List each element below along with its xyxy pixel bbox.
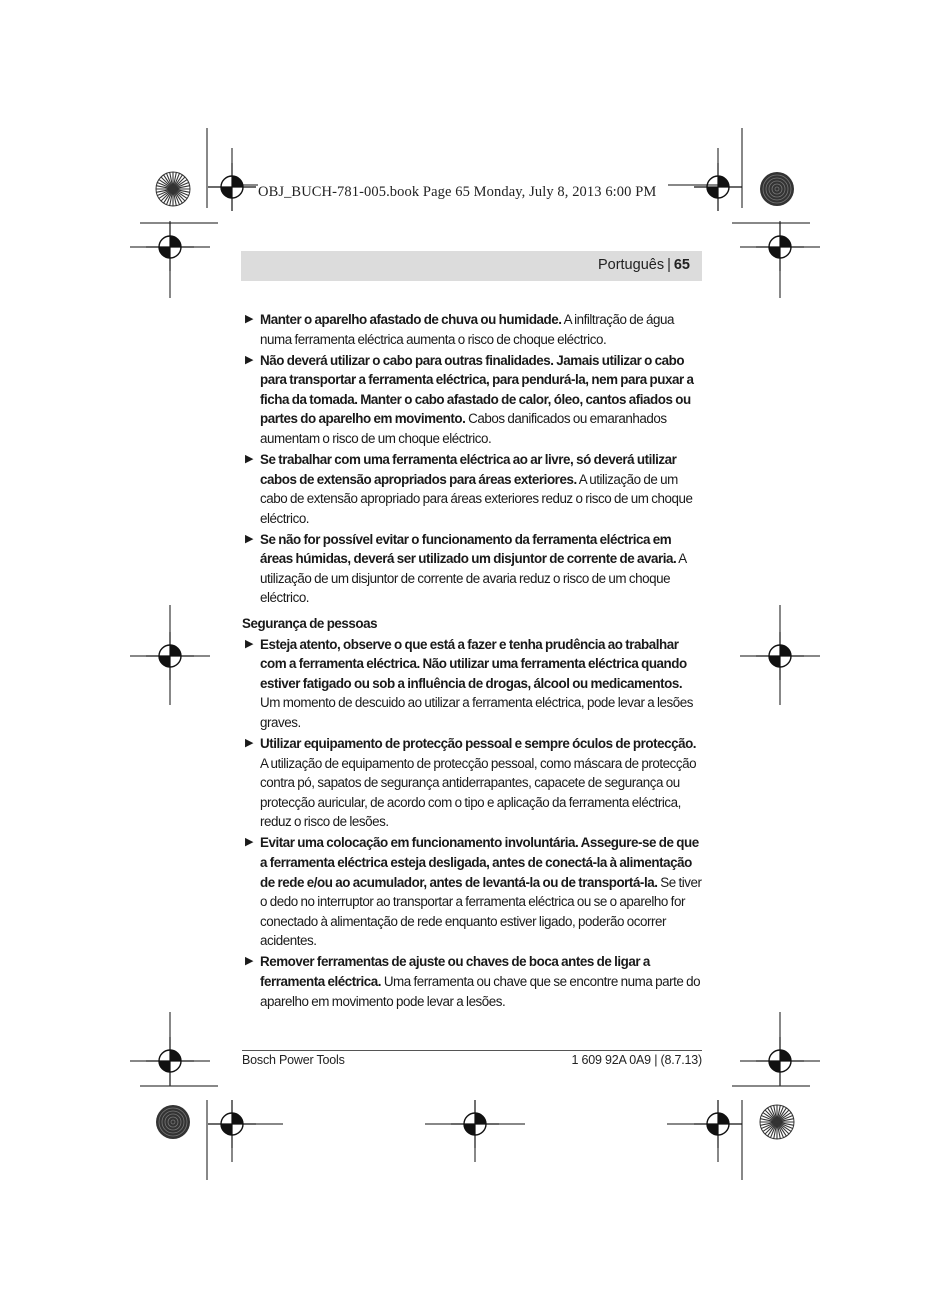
item-bold: Esteja atento, observe o que está a fazer e tenha prudência ao trabalhar com a ferramenta eléctrica. Não utilizar uma ferramenta eléctrica quando estiver fatigado ou sob a influência de drogas, álcool ou medicamentos. [260,636,687,691]
item-text: Se tiver o dedo no interruptor ao transportar a ferramenta eléctrica ou se o aparelho for conectado à alimentação de rede enquanto estiver ligado, poderão ocorrer acidentes. [260,874,702,949]
section-heading: Segurança de pessoas [242,616,378,632]
safety-item [242,450,702,528]
bullet-icon: ▶ [245,353,254,366]
item-bold: Se trabalhar com uma ferramenta eléctrica ao ar livre, só deverá utilizar cabos de extensão apropriados para áreas exteriores. [260,451,677,487]
bullet-icon: ▶ [245,532,254,545]
item-bold: Se não for possível evitar o funcionamento da ferramenta eléctrica em áreas húmidas, deverá ser utilizado um disjuntor de corrente de avaria. [260,531,677,567]
page-number: 65 [673,257,690,273]
page-header [241,251,702,281]
header-separator: | [667,257,671,273]
safety-item [242,310,702,349]
item-bold: Remover ferramentas de ajuste ou chaves de boca antes de ligar a ferramenta eléctrica. [260,954,650,989]
bullet-icon: ▶ [245,836,254,849]
bullet-icon: ▶ [245,452,254,465]
item-bold: Utilizar equipamento de protecção pessoal e sempre óculos de protecção. [260,736,697,752]
item-bold: Manter o aparelho afastado de chuva ou humidade. [260,312,562,327]
header-language: Português [597,257,665,273]
safety-item [242,734,702,832]
safety-item [242,952,702,1011]
bullet-icon: ▶ [245,737,254,750]
safety-item [242,635,702,733]
bullet-icon: ▶ [245,955,254,968]
item-text: Um momento de descuido ao utilizar a ferramenta eléctrica, pode levar a lesões graves. [260,695,694,731]
footer-rule [242,1050,702,1051]
header-text [598,257,690,273]
item-bold: Não deverá utilizar o cabo para outras finalidades. Jamais utilizar o cabo para transportar a ferramenta eléctrica, para pendurá-la, nem para puxar a ficha da tomada. Manter o cabo afastado de calor, óleo, cantos afiados ou partes do aparelho em movimento. [260,352,694,427]
footer-brand: Bosch Power Tools [242,1053,345,1067]
item-text: Cabos danificados ou emaranhados aumentam o risco de um choque eléctrico. [260,411,667,446]
item-text: A utilização de equipamento de protecção pessoal, como máscara de protecção contra pó, sapatos de segurança antiderrapantes, capacete de segurança ou protecção auricular, de acordo com o tipo e aplicação da ferramenta eléctrica, reduz o risco de lesões. [260,755,697,830]
item-text: A infiltração de água numa ferramenta eléctrica aumenta o risco de choque eléctrico. [260,312,674,347]
page-content [242,310,702,1013]
safety-item [242,530,702,608]
item-text: A utilização de um cabo de extensão apropriado para áreas exteriores reduz o risco de um choque eléctrico. [260,471,693,526]
footer-doc-number: 1 609 92A 0A9 | (8.7.13) [571,1053,702,1067]
safety-item [242,833,702,951]
item-bold: Evitar uma colocação em funcionamento involuntária. Assegure-se de que a ferramenta eléctrica esteja desligada, antes de conectá-la à alimentação de rede e/ou ao acumulador, antes de levantá-la ou de transportá-la. [260,835,699,890]
safety-item [242,351,702,449]
bullet-icon: ▶ [245,313,254,325]
item-text: A utilização de um disjuntor de corrente de avaria reduz o risco de um choque eléctrico. [260,551,687,606]
bullet-icon: ▶ [245,637,254,650]
slug-line: OBJ_BUCH-781-005.book Page 65 Monday, July 8, 2013 6:00 PM [258,184,657,200]
item-text: Uma ferramenta ou chave que se encontre numa parte do aparelho em movimento pode levar a lesões. [260,973,701,1009]
